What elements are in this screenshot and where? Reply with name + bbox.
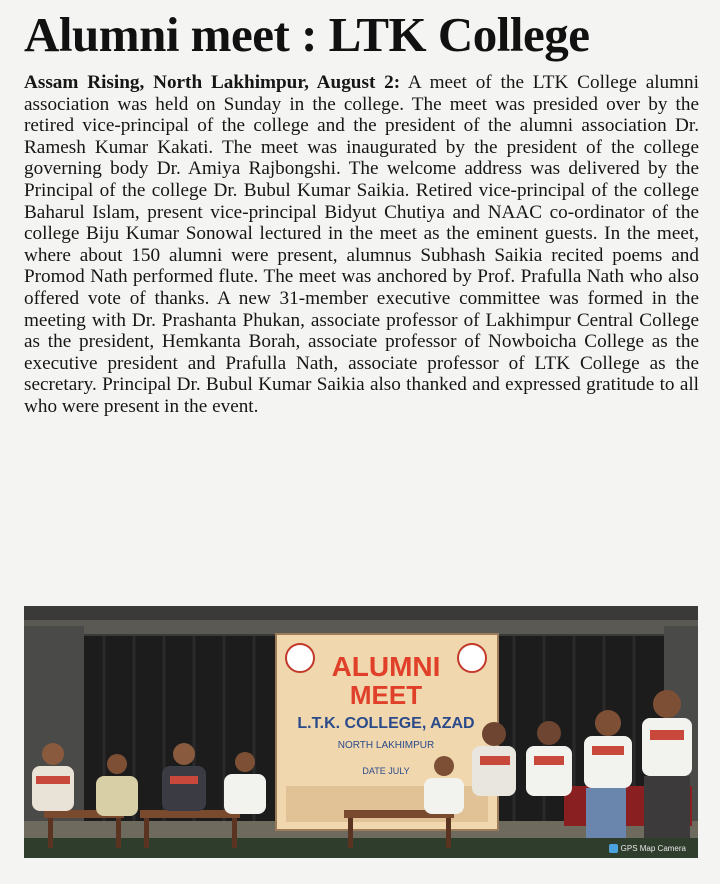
camera-app-icon [609, 844, 618, 853]
banner-line2: MEET [349, 680, 423, 710]
banner-line1: ALUMNI [331, 651, 441, 682]
article-dateline: Assam Rising, North Lakhimpur, August 2: [24, 72, 401, 93]
alumni-banner [276, 634, 498, 830]
camera-watermark [609, 844, 686, 853]
watermark-text: GPS Map Camera [620, 844, 686, 853]
banner-line5: DATE JULY [362, 766, 410, 776]
banner-line4: NORTH LAKHIMPUR [337, 740, 435, 751]
event-photo [24, 606, 698, 858]
article-text [24, 72, 699, 418]
event-photo-scene [24, 606, 698, 858]
article-body: A meet of the LTK College alumni association was held on Sunday in the college. The meet was presided over by the retired vice-principal of the college and the president of the alumni association Dr. Ramesh Kumar Kakati. The meet was inaugurated by the president of the college governing body Dr. Amiya Rajbongshi. The welcome address was delivered by the Principal of the college Dr. Bubul Kumar Saikia. Retired vice-principal of the college Baharul Islam, present vice-principal Bidyut Chutiya and NAAC co-ordinator of the college Biju Kumar Sonowal lectured in the meet as the eminent guests. In the meet, where about 150 alumni were present, alumnus Subhash Saikia recited poems and Promod Nath performed flute. The meet was anchored by Prof. Prafulla Nath who also offered vote of thanks. A new 31-member executive committee was formed in the meeting with Dr. Prashanta Phukan, associate professor of Lakhimpur Central College as the president, Hemkanta Borah, associate professor of Nowboicha College as the executive president and Prafulla Nath, associate professor of LTK College as the secretary. Principal Dr. Bubul Kumar Saikia also thanked and expressed gratitude to all who were present in the event. [24, 72, 699, 417]
banner-line3: L.T.K. COLLEGE, AZAD [297, 715, 475, 732]
headline: Alumni meet : LTK College [24, 7, 590, 62]
